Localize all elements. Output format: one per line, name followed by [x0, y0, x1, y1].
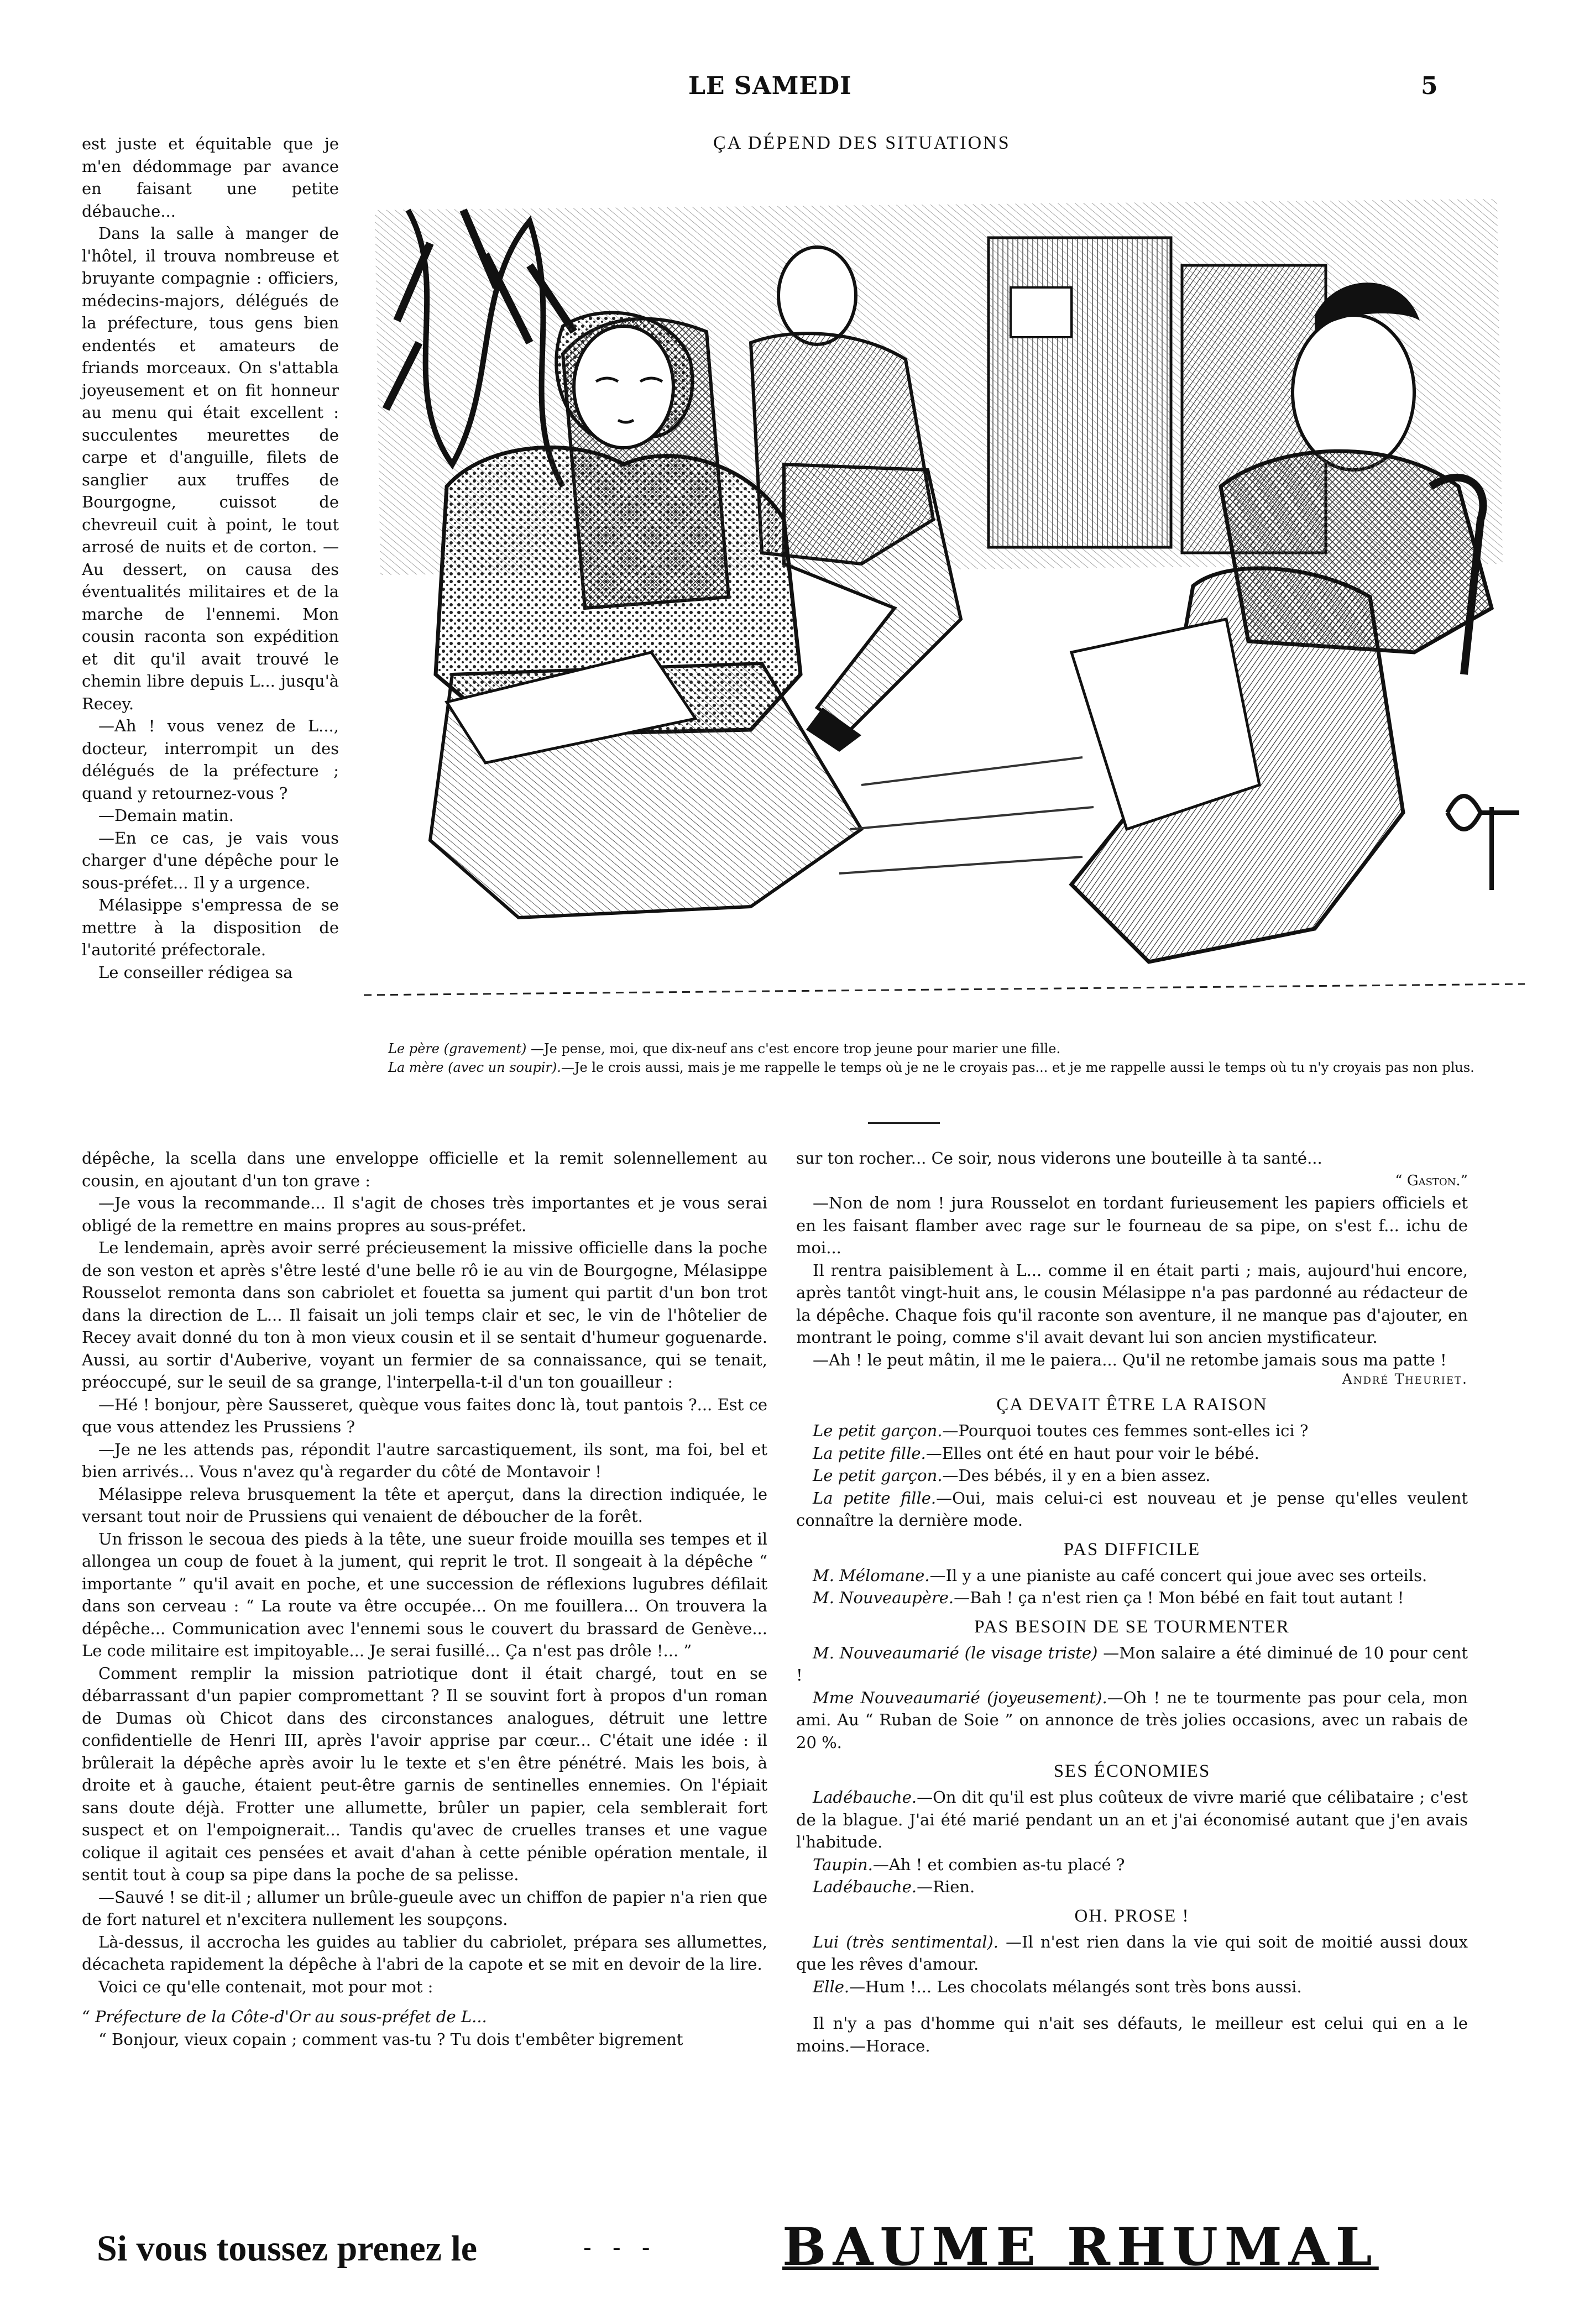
line-text: —Ah ! et combien as-tu placé ? — [872, 1855, 1125, 1874]
section-title: ÇA DEVAIT ÊTRE LA RAISON — [996, 1395, 1268, 1415]
advert-lead: Si vous toussez prenez le — [97, 2228, 478, 2269]
paragraph: Comment remplir la mission patriotique dont il était chargé, tout en se débarrassant d'un papier compromettant ? Il se souvint fort à propos d'un roman de Dumas où Chicot dans des circonstances analogues, détruit une lettre confidentielle de Henri III, après l'avoir apprise par cœur... C'était une idée : il brûlerait la dépêche après avoir lu le texte et s'en être pénétré. Mais les bois, à droite et à gauche, étaient peut-être garnis de sentinelles ennemies. On l'épiait sans doute déjà. Frotter une allumette, brûler un papier, cela semblerait fort suspect et on l'empoignerait... Tandis qu'avec de cruelles transes et une vague colique il agitait ces pensées et avait d'ahan à cette pénible opération mentale, il sentit tout à coup sa pipe dans la poche de sa pelisse. — [82, 1663, 767, 1884]
paragraph: est juste et équitable que je m'en dédommage par avance en faisant une petite débauche... — [82, 134, 339, 221]
speaker: Le petit garçon. — [813, 1466, 943, 1485]
paragraph: Dans la salle à manger de l'hôtel, il trouva nombreuse et bruyante compagnie : officiers, médecins-majors, délégués de la préfecture, tous gens bien endentés et amateurs de friands morceaux. On s'attabla joyeusement et on fit honneur au menu qui était excellent : succulentes meurettes de carpe et d'anguille, filets de sanglier aux truffes de Bourgogne, cuissot de chevreuil cuit à point, le tout arrosé de nuits et de corton. — Au dessert, on causa des éventualités militaires et de la marche de l'ennemi. Mon cousin raconta son expédition et dit qu'il avait trouvé le chemin libre depuis L... jusqu'à Recey. — [82, 224, 339, 713]
section-prose — [796, 1906, 1468, 1998]
line-text: —Mon salaire a été diminué de 10 pour cent ! — [796, 1643, 1468, 1684]
paragraph: —Non de nom ! jura Rousselot en tordant furieusement les papiers officiels et en les faisant flamber avec rage sur le fourneau de sa pipe, on s'est f... ichu de moi... — [796, 1194, 1468, 1257]
caption-speaker: Le père (gravement) — [388, 1041, 527, 1056]
speaker: La petite fille. — [813, 1443, 926, 1463]
dialogue-line — [796, 1854, 1468, 1876]
line-text: —On dit qu'il est plus coûteux de vivre marié que célibataire ; c'est de la blague. J'ai été marié pendant un an et j'ai économisé autant que j'en avais l'habitude. — [796, 1788, 1468, 1851]
dialogue-line — [796, 1587, 1468, 1609]
paragraph: —Sauvé ! se dit-il ; allumer un brûle-gueule avec un chiffon de papier n'a rien que de fort naturel et n'excitera nullement les soupçons. — [82, 1887, 767, 1929]
speaker: Taupin. — [813, 1855, 873, 1874]
paragraph: Mélasippe releva brusquement la tête et aperçut, dans la direction indiquée, le versant tout noir de Prussiens qui venaient de déboucher de la forêt. — [82, 1484, 767, 1526]
page-number: 5 — [1421, 72, 1439, 100]
speaker: Mme Nouveaumarié (joyeusement). — [813, 1688, 1107, 1707]
section-economies — [796, 1761, 1468, 1898]
caption-line-1 — [366, 1039, 1516, 1058]
section-raison — [796, 1395, 1468, 1532]
closing-quote: Il n'y a pas d'homme qui n'ait ses défauts, le meilleur est celui qui en a le moins.—Horace. — [796, 2014, 1468, 2055]
author-signature: André Theuriet. — [1342, 1371, 1468, 1387]
dialogue-line — [796, 1786, 1468, 1854]
line-text: —Il y a une pianiste au café concert qui joue avec ses orteils. — [929, 1566, 1427, 1585]
paragraph: —Hé ! bonjour, père Sausseret, quèque vous faites donc là, tout pantois ?... Est ce que vous attendez les Prussiens ? — [82, 1395, 767, 1436]
dialogue-line — [796, 1564, 1468, 1587]
speaker: Elle. — [813, 1977, 850, 1996]
dialogue-line — [796, 1931, 1468, 1976]
advert-dots: - - - — [583, 2233, 657, 2262]
paragraph: —Demain matin. — [98, 806, 234, 825]
dialogue-line — [796, 1442, 1468, 1465]
left-column — [82, 133, 339, 983]
paragraph-italic: “ Préfecture de la Côte-d'Or au sous-préfet de L... — [82, 2007, 487, 2026]
caption-divider — [868, 1122, 940, 1124]
speaker: M. Nouveaumarié (le visage triste) — [813, 1643, 1098, 1662]
speaker: Lui (très sentimental). — [813, 1932, 999, 1951]
paragraph: dépêche, la scella dans une enveloppe officielle et la remit solennellement au cousin, en ajoutant d'un ton grave : — [82, 1149, 767, 1190]
paragraph: Mélasippe s'empressa de se mettre à la disposition de l'autorité préfectorale. — [82, 896, 339, 959]
speaker: M. Nouveaupère. — [813, 1588, 954, 1607]
right-column — [796, 1147, 1468, 2057]
lower-left-column — [82, 1147, 767, 2050]
line-text: —Oui, mais celui-ci est nouveau et je pense qu'elles veulent connaître la dernière mode. — [796, 1488, 1468, 1530]
dialogue-line — [796, 1642, 1468, 1687]
caption-text: —Je le crois aussi, mais je me rappelle le temps où je ne le croyais pas... et je me rappelle aussi le temps où tu n'y croyais pas non plus. — [561, 1060, 1474, 1075]
line-text: —Il n'est rien dans la vie qui soit de moitié aussi doux que les rêves d'amour. — [796, 1932, 1468, 1974]
paragraph: —En ce cas, je vais vous charger d'une dépêche pour le sous-préfet... Il y a urgence. — [82, 828, 339, 892]
dialogue-line — [796, 1976, 1468, 1998]
section-title: SES ÉCONOMIES — [1053, 1761, 1211, 1781]
advert-brand: BAUME RHUMAL — [782, 2217, 1379, 2278]
section-pas-difficile — [796, 1540, 1468, 1609]
paragraph: Le conseiller rédigea sa — [98, 962, 293, 982]
line-text: —Pourquoi toutes ces femmes sont-elles ici ? — [942, 1421, 1309, 1440]
section-title: PAS BESOIN DE SE TOURMENTER — [974, 1616, 1290, 1637]
paragraph: —Ah ! vous venez de L..., docteur, interrompit un des délégués de la préfecture ; quand y retournez-vous ? — [82, 716, 339, 803]
line-text: —Rien. — [917, 1877, 975, 1896]
speaker: Ladébauche. — [813, 1877, 917, 1896]
engraving-illustration — [364, 177, 1525, 1031]
paragraph: Là-dessus, il accrocha les guides au tablier du cabriolet, prépara ses allumettes, décacheta rapidement la dépêche à l'abri de la capote et se mit en devoir de la lire. — [82, 1932, 767, 1974]
section-title: PAS DIFFICILE — [1063, 1539, 1201, 1559]
caption-line-2 — [366, 1058, 1516, 1077]
speaker: M. Mélomane. — [813, 1566, 930, 1585]
line-text: —Hum !... Les chocolats mélangés sont très bons aussi. — [849, 1977, 1302, 1996]
paragraph: “ Bonjour, vieux copain ; comment vas-tu ? Tu dois t'embêter bigrement — [98, 2029, 683, 2049]
caption-text: —Je pense, moi, que dix-neuf ans c'est encore trop jeune pour marier une fille. — [526, 1041, 1061, 1056]
illustration-caption — [366, 1039, 1516, 1077]
dialogue-line — [796, 1876, 1468, 1898]
dialogue-line — [796, 1420, 1468, 1442]
speaker: Ladébauche. — [813, 1788, 917, 1807]
section-pas-besoin — [796, 1617, 1468, 1754]
dialogue-line — [796, 1687, 1468, 1754]
line-text: —Des bébés, il y en a bien assez. — [942, 1466, 1211, 1485]
advertisement-banner — [97, 2211, 1512, 2289]
line-text: —Elles ont été en haut pour voir le bébé. — [925, 1443, 1259, 1463]
newspaper-title: LE SAMEDI — [688, 72, 852, 100]
paragraph: Le lendemain, après avoir serré précieusement la missive officielle dans la poche de son veston et après s'être lesté d'une belle rô ie au vin de Bourgogne, Mélasippe Rousselot remonta dans son cabriolet et fouetta sa jument qui partit d'un bon trot dans la direction de L... Il faisait un joli temps clair et sec, le vin de l'hôtelier de Recey avait donné du ton à mon vieux cousin et il se sentait d'humeur goguenarde. Aussi, au sortir d'Auberive, voyant un fermier de sa connaissance, qui se tenait, préoccupé, sur le seuil de sa grange, l'interpella-t-il d'un ton gouailleur : — [82, 1238, 767, 1391]
paragraph: —Je ne les attends pas, répondit l'autre sarcastiquement, ils sont, ma foi, bel et bien arrivés... Vous n'avez qu'à regarder du côté de Montavoir ! — [82, 1440, 767, 1481]
paragraph: Un frisson le secoua des pieds à la tête, une sueur froide mouilla ses tempes et il allongea un coup de fouet à la jument, qui reprit le trot. Il songeait à la dépêche “ importante ” qu'il avait en poche, et une succession de réflexions lugubres défilait dans son cerveau : “ La route va être occupée... On me fouillera... On trouvera la dépêche... Communication avec l'ennemi sous le couvert du brassard de Genève... Le code militaire est impitoyable... Je serai fusillé... Ça n'est pas drôle !... ” — [82, 1529, 767, 1660]
dialogue-line — [796, 1487, 1468, 1532]
speaker: Le petit garçon. — [813, 1421, 943, 1440]
line-text: —Oh ! ne te tourmente pas pour cela, mon ami. Au “ Ruban de Soie ” on annonce de très jolies occasions, avec un rabais de 20 %. — [796, 1688, 1468, 1752]
illustration-title: ÇA DÉPEND DES SITUATIONS — [713, 133, 1011, 153]
speaker: La petite fille. — [813, 1488, 937, 1508]
line-text: —Bah ! ça n'est rien ça ! Mon bébé en fait tout autant ! — [954, 1588, 1404, 1607]
caption-speaker: La mère (avec un soupir). — [388, 1060, 561, 1075]
dialogue-line — [796, 1464, 1468, 1487]
paragraph: sur ton rocher... Ce soir, nous viderons une bouteille à ta santé... — [796, 1149, 1322, 1168]
paragraph: —Je vous la recommande... Il s'agit de choses très importantes et je vous serai obligé de la remettre en mains propres au sous-préfet. — [82, 1194, 767, 1235]
paragraph: —Ah ! le peut mâtin, il me le paiera... Qu'il ne retombe jamais sous ma patte ! — [813, 1350, 1447, 1369]
section-title: OH. PROSE ! — [1074, 1906, 1190, 1926]
paragraph: Voici ce qu'elle contenait, mot pour mot : — [98, 1977, 433, 1996]
signature-gaston: “ Gaston.” — [1395, 1172, 1468, 1189]
paragraph: Il rentra paisiblement à L... comme il en était parti ; mais, aujourd'hui encore, après tantôt vingt-huit ans, le cousin Mélasippe n'a pas pardonné au rédacteur de la dépêche. Chaque fois qu'il raconte son aventure, il ne manque pas d'ajouter, en montrant le poing, comme s'il avait devant lui son ancien mystificateur. — [796, 1260, 1468, 1347]
